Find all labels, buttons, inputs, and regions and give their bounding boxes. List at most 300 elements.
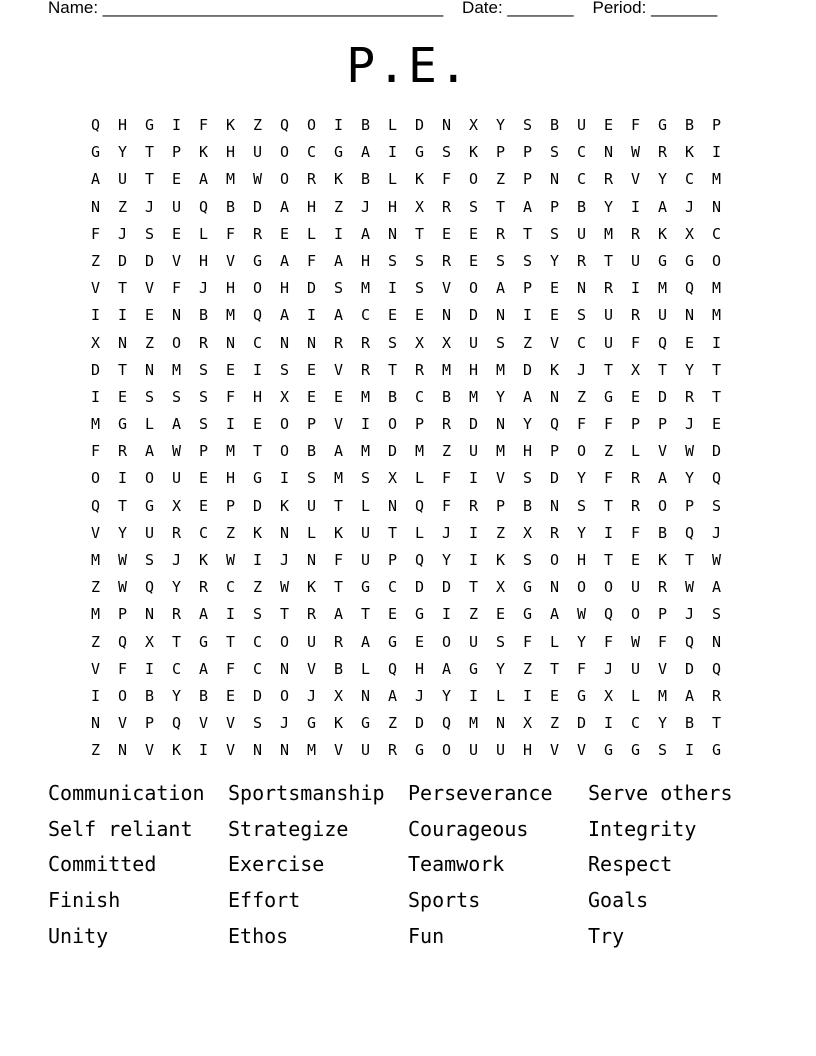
- grid-letter: E: [549, 306, 560, 325]
- grid-letter: Y: [171, 578, 182, 597]
- grid-letter: K: [198, 551, 209, 569]
- grid-letter: C: [360, 306, 371, 325]
- grid-letter: L: [387, 116, 398, 134]
- grid-letter: V: [576, 741, 587, 760]
- grid-letter: W: [279, 578, 290, 597]
- grid-letter: X: [144, 632, 155, 651]
- grid-letter: G: [522, 578, 533, 597]
- word-item: Committed: [48, 852, 157, 877]
- grid-letter: N: [387, 224, 398, 243]
- grid-letter: T: [279, 605, 290, 624]
- grid-letter: I: [630, 197, 641, 216]
- grid-letter: Z: [225, 523, 236, 542]
- grid-letter: D: [657, 387, 668, 406]
- grid-letter: X: [522, 714, 533, 733]
- grid-letter: I: [252, 551, 263, 569]
- grid-letter: E: [171, 170, 182, 189]
- grid-letter: T: [711, 387, 722, 406]
- grid-letter: B: [522, 496, 533, 515]
- grid-letter: M: [657, 686, 668, 705]
- grid-letter: J: [171, 551, 182, 569]
- grid-letter: K: [414, 170, 425, 189]
- grid-letter: J: [684, 415, 695, 434]
- grid-letter: E: [171, 224, 182, 243]
- grid-letter: T: [711, 360, 722, 379]
- grid-letter: Z: [117, 197, 128, 216]
- grid-letter: M: [711, 170, 722, 189]
- grid-letter: R: [441, 197, 452, 216]
- grid-letter: K: [684, 143, 695, 162]
- grid-letter: K: [495, 551, 506, 569]
- grid-letter: B: [306, 442, 317, 461]
- grid-letter: V: [657, 659, 668, 678]
- grid-letter: V: [549, 741, 560, 760]
- grid-letter: P: [306, 415, 317, 434]
- grid-letter: R: [630, 224, 641, 243]
- grid-letter: I: [198, 741, 209, 760]
- grid-letter: R: [576, 251, 587, 270]
- grid-letter: Y: [549, 251, 560, 270]
- grid-letter: I: [90, 306, 101, 325]
- grid-letter: B: [441, 387, 452, 406]
- grid-letter: T: [117, 360, 128, 379]
- grid-letter: R: [630, 496, 641, 515]
- grid-letter: I: [117, 306, 128, 325]
- grid-letter: N: [144, 605, 155, 624]
- grid-letter: Y: [495, 387, 506, 406]
- grid-letter: B: [549, 116, 560, 134]
- grid-letter: G: [414, 741, 425, 760]
- grid-letter: L: [306, 523, 317, 542]
- grid-letter: I: [603, 714, 614, 733]
- grid-letter: P: [549, 442, 560, 461]
- grid-letter: M: [711, 279, 722, 298]
- grid-letter: S: [279, 360, 290, 379]
- grid-letter: E: [441, 224, 452, 243]
- grid-letter: W: [117, 578, 128, 597]
- grid-letter: Y: [576, 632, 587, 651]
- grid-letter: H: [576, 551, 587, 569]
- grid-letter: U: [117, 170, 128, 189]
- grid-letter: T: [603, 360, 614, 379]
- grid-letter: A: [333, 442, 344, 461]
- grid-letter: I: [711, 143, 722, 162]
- grid-letter: K: [549, 360, 560, 379]
- grid-letter: R: [603, 279, 614, 298]
- grid-letter: Q: [198, 197, 209, 216]
- grid-letter: N: [549, 387, 560, 406]
- grid-letter: Z: [387, 714, 398, 733]
- grid-letter: F: [576, 659, 587, 678]
- grid-letter: X: [441, 333, 452, 352]
- grid-letter: C: [630, 714, 641, 733]
- grid-letter: Q: [279, 116, 290, 134]
- grid-letter: T: [387, 360, 398, 379]
- grid-letter: T: [684, 551, 695, 569]
- grid-letter: Q: [387, 659, 398, 678]
- grid-letter: Y: [684, 360, 695, 379]
- grid-letter: D: [441, 578, 452, 597]
- word-item: Sports: [408, 888, 481, 913]
- grid-letter: Y: [657, 170, 668, 189]
- grid-letter: Z: [90, 251, 101, 270]
- grid-letter: Q: [414, 551, 425, 569]
- grid-row: [82, 737, 730, 764]
- grid-letter: F: [603, 632, 614, 651]
- grid-letter: U: [306, 496, 317, 515]
- grid-letter: U: [603, 306, 614, 325]
- grid-letter: T: [711, 714, 722, 733]
- grid-letter: X: [333, 686, 344, 705]
- grid-letter: L: [306, 224, 317, 243]
- grid-letter: M: [711, 306, 722, 325]
- grid-letter: B: [576, 197, 587, 216]
- grid-letter: V: [225, 741, 236, 760]
- grid-letter: T: [117, 279, 128, 298]
- grid-letter: B: [333, 659, 344, 678]
- grid-row: [82, 520, 730, 547]
- grid-letter: T: [333, 496, 344, 515]
- grid-letter: Q: [711, 469, 722, 488]
- grid-letter: J: [576, 360, 587, 379]
- word-item: Effort: [228, 888, 301, 913]
- grid-letter: E: [684, 333, 695, 352]
- grid-letter: O: [576, 578, 587, 597]
- grid-letter: P: [387, 551, 398, 569]
- grid-letter: V: [117, 714, 128, 733]
- grid-letter: D: [711, 442, 722, 461]
- grid-letter: Y: [576, 469, 587, 488]
- grid-letter: E: [198, 496, 209, 515]
- word-row: [48, 778, 768, 814]
- grid-letter: T: [603, 251, 614, 270]
- grid-letter: J: [306, 686, 317, 705]
- grid-letter: W: [630, 143, 641, 162]
- grid-letter: G: [630, 741, 641, 760]
- grid-letter: K: [225, 116, 236, 134]
- grid-letter: R: [414, 360, 425, 379]
- grid-letter: C: [252, 659, 263, 678]
- grid-letter: S: [522, 116, 533, 134]
- grid-letter: R: [603, 170, 614, 189]
- grid-letter: Q: [252, 306, 263, 325]
- grid-letter: C: [576, 333, 587, 352]
- grid-letter: I: [360, 415, 371, 434]
- grid-letter: S: [711, 605, 722, 624]
- grid-letter: M: [90, 551, 101, 569]
- grid-letter: O: [252, 279, 263, 298]
- grid-letter: P: [522, 170, 533, 189]
- grid-letter: P: [414, 415, 425, 434]
- grid-letter: S: [387, 333, 398, 352]
- grid-letter: I: [144, 659, 155, 678]
- grid-letter: O: [441, 632, 452, 651]
- grid-letter: X: [414, 197, 425, 216]
- grid-letter: F: [657, 632, 668, 651]
- grid-letter: W: [252, 170, 263, 189]
- word-item: Courageous: [408, 816, 529, 841]
- grid-letter: V: [333, 415, 344, 434]
- grid-letter: R: [441, 415, 452, 434]
- grid-row: [82, 248, 730, 275]
- grid-letter: V: [657, 442, 668, 461]
- grid-letter: P: [549, 197, 560, 216]
- grid-letter: V: [225, 714, 236, 733]
- grid-letter: N: [576, 279, 587, 298]
- grid-letter: V: [198, 714, 209, 733]
- grid-letter: V: [90, 659, 101, 678]
- grid-letter: M: [306, 741, 317, 760]
- grid-letter: Q: [144, 578, 155, 597]
- grid-letter: F: [117, 659, 128, 678]
- grid-letter: H: [387, 197, 398, 216]
- grid-letter: O: [468, 170, 479, 189]
- grid-letter: H: [414, 659, 425, 678]
- grid-letter: U: [576, 116, 587, 134]
- grid-letter: Y: [495, 116, 506, 134]
- grid-letter: Q: [603, 605, 614, 624]
- grid-letter: B: [144, 686, 155, 705]
- grid-letter: P: [495, 496, 506, 515]
- grid-letter: S: [495, 251, 506, 270]
- grid-letter: A: [495, 279, 506, 298]
- grid-letter: T: [468, 578, 479, 597]
- grid-letter: X: [90, 333, 101, 352]
- grid-letter: N: [306, 333, 317, 352]
- grid-letter: D: [252, 197, 263, 216]
- word-item: Sportsmanship: [228, 781, 385, 805]
- grid-letter: R: [306, 605, 317, 624]
- grid-letter: S: [171, 387, 182, 406]
- grid-letter: U: [603, 333, 614, 352]
- grid-letter: N: [603, 143, 614, 162]
- grid-letter: K: [468, 143, 479, 162]
- grid-letter: G: [522, 605, 533, 624]
- grid-row: [82, 656, 730, 683]
- grid-letter: A: [279, 306, 290, 325]
- grid-letter: Y: [522, 415, 533, 434]
- grid-letter: N: [225, 333, 236, 352]
- grid-letter: P: [171, 143, 182, 162]
- grid-letter: A: [387, 686, 398, 705]
- grid-letter: L: [198, 224, 209, 243]
- grid-letter: F: [306, 251, 317, 270]
- grid-letter: G: [333, 143, 344, 162]
- grid-letter: S: [495, 632, 506, 651]
- grid-letter: A: [279, 251, 290, 270]
- grid-letter: N: [441, 306, 452, 325]
- grid-letter: N: [441, 116, 452, 134]
- grid-letter: I: [333, 116, 344, 134]
- grid-letter: T: [387, 523, 398, 542]
- grid-letter: M: [360, 387, 371, 406]
- grid-letter: O: [117, 686, 128, 705]
- grid-letter: N: [549, 170, 560, 189]
- grid-letter: W: [630, 632, 641, 651]
- grid-letter: Z: [495, 170, 506, 189]
- grid-letter: O: [603, 578, 614, 597]
- grid-letter: G: [414, 143, 425, 162]
- grid-letter: A: [171, 415, 182, 434]
- grid-letter: N: [279, 741, 290, 760]
- grid-letter: Y: [684, 469, 695, 488]
- grid-letter: I: [684, 741, 695, 760]
- grid-letter: U: [630, 578, 641, 597]
- grid-letter: G: [387, 632, 398, 651]
- grid-row: [82, 302, 730, 329]
- grid-letter: F: [603, 469, 614, 488]
- grid-letter: O: [387, 415, 398, 434]
- grid-letter: A: [198, 605, 209, 624]
- grid-letter: F: [441, 170, 452, 189]
- grid-letter: J: [279, 714, 290, 733]
- grid-letter: E: [414, 306, 425, 325]
- grid-letter: P: [117, 605, 128, 624]
- grid-letter: J: [360, 197, 371, 216]
- grid-letter: R: [360, 360, 371, 379]
- grid-letter: D: [387, 442, 398, 461]
- grid-letter: P: [630, 415, 641, 434]
- grid-row: [82, 411, 730, 438]
- grid-letter: Z: [252, 578, 263, 597]
- grid-letter: N: [252, 741, 263, 760]
- grid-letter: P: [684, 496, 695, 515]
- grid-letter: S: [144, 224, 155, 243]
- grid-letter: F: [441, 469, 452, 488]
- grid-letter: T: [414, 224, 425, 243]
- grid-letter: V: [90, 279, 101, 298]
- grid-letter: O: [711, 251, 722, 270]
- grid-letter: S: [252, 605, 263, 624]
- grid-row: [82, 438, 730, 465]
- grid-letter: Y: [171, 686, 182, 705]
- grid-letter: M: [360, 279, 371, 298]
- grid-letter: Q: [90, 496, 101, 515]
- grid-letter: U: [576, 224, 587, 243]
- grid-letter: K: [252, 523, 263, 542]
- grid-letter: M: [225, 170, 236, 189]
- grid-row: [82, 357, 730, 384]
- grid-letter: J: [441, 523, 452, 542]
- grid-letter: N: [90, 714, 101, 733]
- grid-letter: M: [657, 279, 668, 298]
- grid-row: [82, 166, 730, 193]
- grid-letter: N: [495, 714, 506, 733]
- grid-letter: J: [711, 523, 722, 542]
- grid-letter: Z: [144, 333, 155, 352]
- grid-letter: R: [441, 251, 452, 270]
- grid-letter: I: [468, 551, 479, 569]
- grid-letter: I: [171, 116, 182, 134]
- grid-letter: D: [252, 686, 263, 705]
- grid-letter: L: [414, 469, 425, 488]
- grid-letter: O: [279, 442, 290, 461]
- grid-letter: G: [711, 741, 722, 760]
- grid-letter: F: [630, 523, 641, 542]
- grid-letter: Z: [468, 605, 479, 624]
- word-item: Perseverance: [408, 781, 553, 805]
- grid-letter: E: [468, 251, 479, 270]
- grid-letter: T: [360, 605, 371, 624]
- grid-letter: O: [144, 469, 155, 488]
- grid-letter: J: [198, 279, 209, 298]
- grid-letter: S: [387, 251, 398, 270]
- word-row: [48, 885, 768, 921]
- grid-letter: X: [414, 333, 425, 352]
- grid-letter: E: [225, 360, 236, 379]
- grid-letter: U: [252, 143, 263, 162]
- grid-letter: Z: [576, 387, 587, 406]
- grid-letter: A: [279, 197, 290, 216]
- grid-letter: J: [684, 197, 695, 216]
- grid-letter: F: [441, 496, 452, 515]
- grid-letter: W: [225, 551, 236, 569]
- grid-letter: G: [657, 251, 668, 270]
- grid-letter: A: [333, 605, 344, 624]
- grid-letter: D: [522, 360, 533, 379]
- word-item: Exercise: [228, 852, 325, 877]
- grid-letter: U: [468, 632, 479, 651]
- grid-letter: T: [252, 442, 263, 461]
- grid-letter: L: [495, 686, 506, 705]
- word-item: Teamwork: [408, 852, 505, 877]
- grid-letter: C: [576, 170, 587, 189]
- grid-letter: S: [198, 360, 209, 379]
- grid-letter: R: [387, 741, 398, 760]
- grid-row: [82, 683, 730, 710]
- grid-letter: K: [333, 523, 344, 542]
- grid-letter: H: [360, 251, 371, 270]
- grid-letter: Y: [576, 523, 587, 542]
- grid-letter: S: [198, 415, 209, 434]
- grid-letter: U: [171, 197, 182, 216]
- grid-letter: Z: [252, 116, 263, 134]
- grid-letter: R: [549, 523, 560, 542]
- grid-letter: G: [306, 714, 317, 733]
- grid-letter: X: [387, 469, 398, 488]
- grid-letter: B: [360, 116, 371, 134]
- grid-letter: N: [387, 496, 398, 515]
- grid-letter: Q: [684, 632, 695, 651]
- grid-letter: K: [279, 496, 290, 515]
- grid-letter: R: [333, 632, 344, 651]
- word-item: Communication: [48, 781, 205, 805]
- grid-letter: D: [684, 659, 695, 678]
- grid-letter: D: [468, 306, 479, 325]
- word-row: [48, 814, 768, 850]
- grid-letter: U: [657, 306, 668, 325]
- grid-letter: C: [225, 578, 236, 597]
- grid-letter: H: [522, 741, 533, 760]
- grid-letter: R: [333, 333, 344, 352]
- grid-letter: I: [306, 306, 317, 325]
- grid-letter: A: [522, 387, 533, 406]
- grid-letter: M: [495, 360, 506, 379]
- word-item: Respect: [588, 852, 673, 877]
- grid-letter: B: [387, 387, 398, 406]
- grid-letter: D: [414, 116, 425, 134]
- grid-letter: Q: [549, 415, 560, 434]
- grid-letter: D: [252, 496, 263, 515]
- grid-letter: N: [495, 415, 506, 434]
- grid-row: [82, 275, 730, 302]
- grid-letter: V: [549, 333, 560, 352]
- grid-letter: T: [657, 360, 668, 379]
- grid-letter: M: [225, 306, 236, 325]
- grid-letter: H: [252, 387, 263, 406]
- grid-letter: G: [144, 116, 155, 134]
- grid-letter: R: [306, 170, 317, 189]
